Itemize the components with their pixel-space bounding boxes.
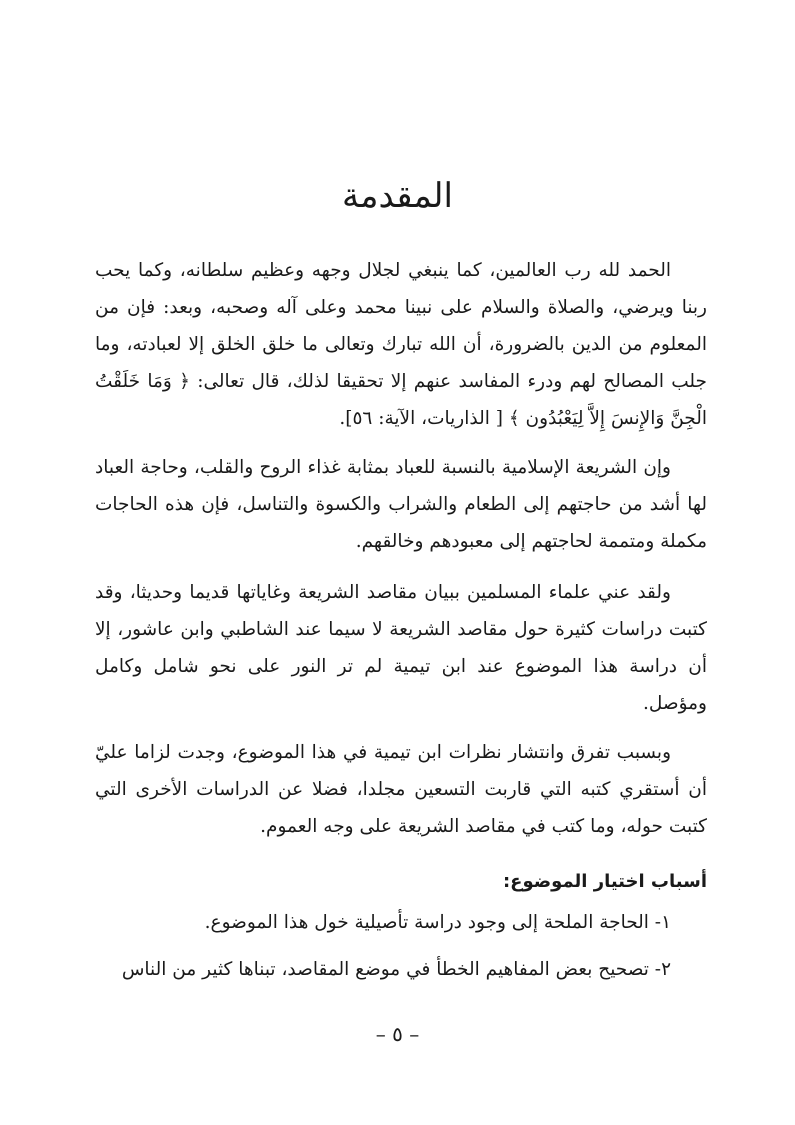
paragraph-3: ولقد عني علماء المسلمين ببيان مقاصد الشريعة وغاياتها قديما وحديثا، وقد كتبت دراسات كثيرة حول مقاصد الشريعة لا سيما عند الشاطبي وابن عاشور، إلا أن دراسة هذا الموضوع عند ابن تيمية لم تر النور على نحو شامل وكامل ومؤصل. — [95, 582, 707, 714]
document-body — [95, 252, 707, 998]
page-title: المقدمة — [342, 176, 453, 216]
list-item-1: ١- الحاجة الملحة إلى وجود دراسة تأصيلية خول هذا الموضوع. — [204, 912, 671, 933]
page-number: – ٥ – — [375, 1022, 420, 1046]
list-item-2: ٢- تصحيح بعض المفاهيم الخطأ في موضع المقاصد، تبناها كثير من الناس — [121, 959, 671, 980]
section-heading-reasons: أسباب اختيار الموضوع: — [502, 871, 707, 892]
paragraph-1: الحمد لله رب العالمين، كما ينبغي لجلال وجهه وعظيم سلطانه، وكما يحب ربنا ويرضي، والصلاة والسلام على نبينا محمد وعلى آله وصحبه، وبعد: فإن من المعلوم من الدين بالضرورة، أن الله تبارك وتعالى ما خلق الخلق إلا لعبادته، وما جلب المصالح لهم ودرء المفاسد عنهم إلا تحقيقا لذلك، قال تعالى: ﴿ وَمَا خَلَقْتُ الْجِنَّ وَالإِنسَ إِلاَّ لِيَعْبُدُون ﴾ [ الذاريات، الآية: ٥٦]. — [95, 260, 707, 429]
paragraph-4: وبسبب تفرق وانتشار نظرات ابن تيمية في هذا الموضوع، وجدت لزاما عليّ أن أستقري كتبه التي قاربت التسعين مجلدا، فضلا عن الدراسات الأخرى التي كتبت حوله، وما كتب في مقاصد الشريعة على وجه العموم. — [95, 742, 707, 837]
paragraph-2: وإن الشريعة الإسلامية بالنسبة للعباد بمثابة غذاء الروح والقلب، وحاجة العباد لها أشد من حاجتهم إلى الطعام والشراب والكسوة والتناسل، فإن هذه الحاجات مكملة ومتممة لحاجتهم إلى معبودهم وخالقهم. — [95, 457, 707, 552]
